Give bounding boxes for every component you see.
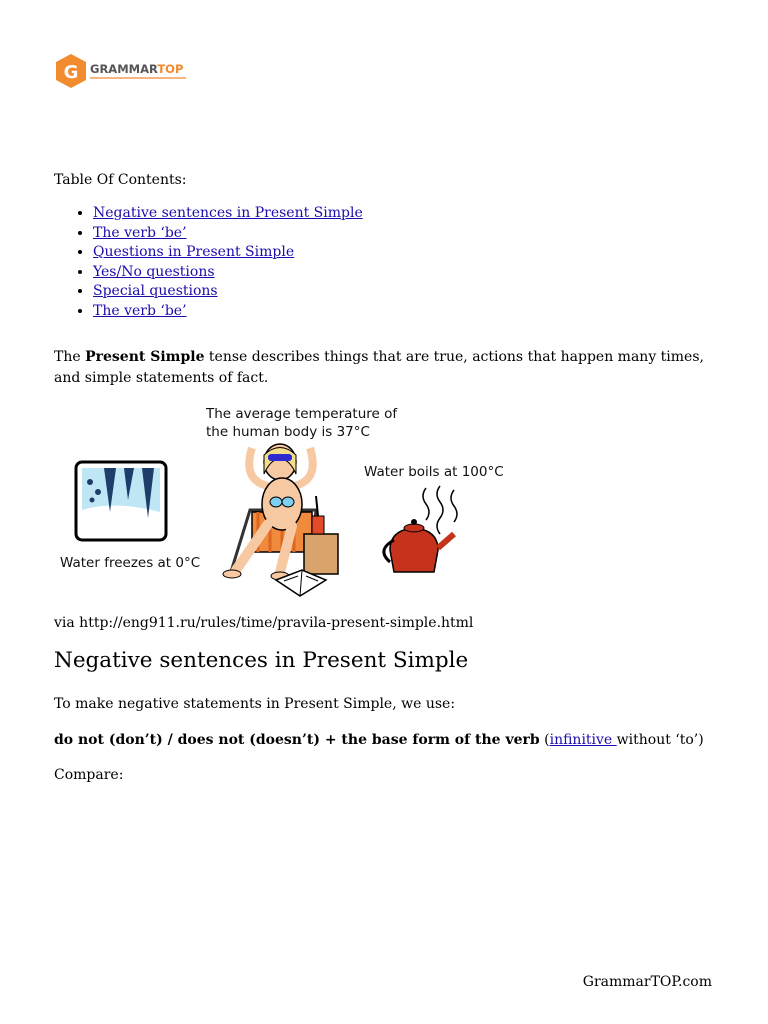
present-simple-term: Present Simple bbox=[85, 349, 205, 365]
intro-paragraph bbox=[54, 347, 719, 389]
toc-item bbox=[93, 243, 363, 263]
toc-link-questions[interactable]: Questions in Present Simple bbox=[93, 244, 295, 260]
logo-letter: G bbox=[63, 62, 79, 83]
caption-body-temperature-line1: The average temperature of bbox=[206, 406, 398, 422]
footer-site-name: GrammarTOP.com bbox=[582, 974, 712, 990]
logo-name-top: TOP bbox=[157, 62, 184, 76]
toc-list bbox=[74, 204, 363, 321]
toc-item bbox=[93, 282, 363, 302]
toc-link-negative-sentences[interactable]: Negative sentences in Present Simple bbox=[93, 205, 363, 221]
toc-item bbox=[93, 204, 363, 224]
negative-rule-formula: do not (don’t) / does not (doesn’t) + the base form of the verb bbox=[54, 732, 540, 748]
logo-name-grammar: GRAMMAR bbox=[90, 62, 158, 76]
toc-link-yes-no-questions[interactable]: Yes/No questions bbox=[93, 263, 215, 280]
compare-label: Compare: bbox=[54, 767, 124, 783]
toc-item bbox=[93, 302, 363, 322]
toc-item bbox=[93, 224, 363, 244]
kettle-icon bbox=[384, 519, 454, 572]
sunbathing-person-icon bbox=[223, 444, 316, 580]
logo-tagline-line bbox=[90, 77, 186, 79]
intro-text-end: tense describes things that are true, actions that happen many times, and simple statements of fact. bbox=[54, 349, 704, 386]
toc-item bbox=[93, 263, 363, 283]
present-simple-illustration bbox=[54, 400, 524, 600]
drink-and-table-icon bbox=[304, 496, 338, 574]
toc-link-special-questions[interactable]: Special questions bbox=[93, 283, 218, 299]
caption-body-temperature-line2: the human body is 37°C bbox=[206, 424, 370, 440]
infinitive-link[interactable]: infinitive bbox=[549, 732, 617, 748]
caption-water-freezes: Water freezes at 0°C bbox=[60, 555, 201, 571]
toc-link-verb-be-2[interactable]: The verb ‘be’ bbox=[93, 302, 187, 319]
grammartop-logo[interactable] bbox=[54, 52, 194, 92]
rule-paren-close: without ‘to’) bbox=[616, 732, 704, 748]
source-credit: via http://eng911.ru/rules/time/pravila-present-simple.html bbox=[54, 615, 474, 631]
kettle-steam-icon bbox=[423, 486, 457, 534]
caption-water-boils: Water boils at 100°C bbox=[364, 464, 504, 480]
section-heading-negative-sentences: Negative sentences in Present Simple bbox=[54, 648, 469, 673]
negative-rule-paragraph bbox=[54, 730, 719, 751]
intro-text-start: The bbox=[54, 349, 86, 365]
toc-link-verb-be[interactable]: The verb ‘be’ bbox=[93, 224, 187, 241]
rule-paren-open: ( bbox=[539, 732, 550, 748]
negative-intro-paragraph: To make negative statements in Present Simple, we use: bbox=[54, 696, 456, 712]
frozen-water-icon bbox=[76, 462, 166, 540]
toc-title: Table Of Contents: bbox=[54, 172, 187, 188]
svg-text:GRAMMARTOP bbox=[90, 62, 183, 76]
